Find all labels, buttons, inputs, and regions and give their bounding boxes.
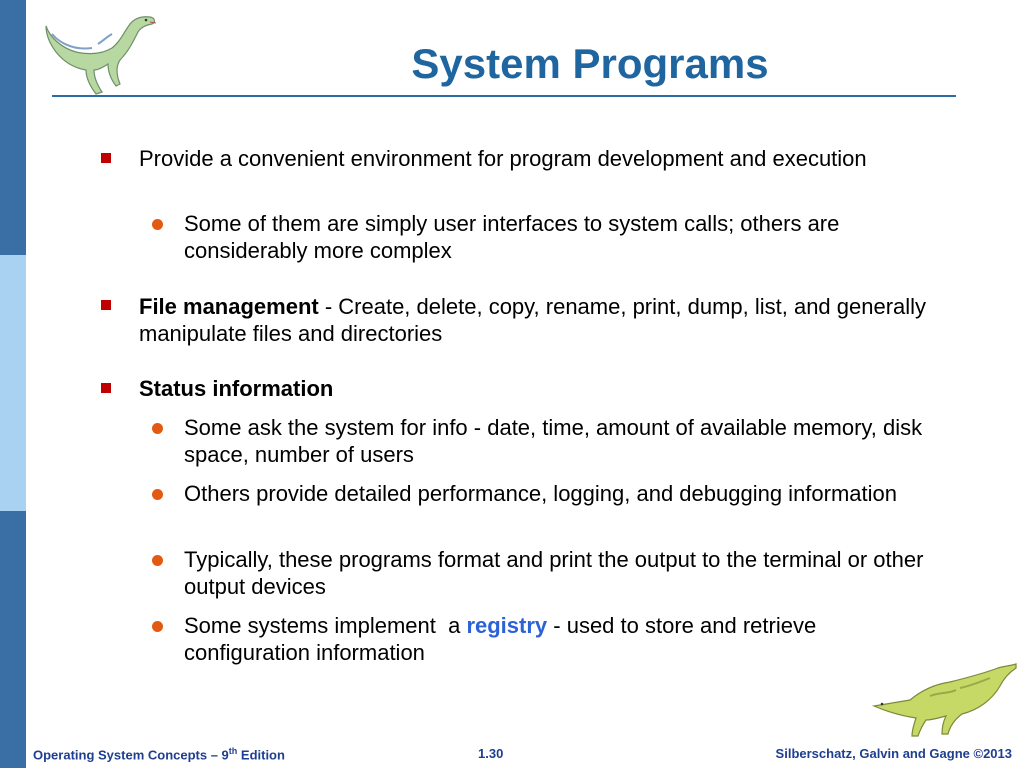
footer-edition-superscript: th <box>228 746 238 756</box>
sub-bullet-format-output: Typically, these programs format and print the output to the terminal or other output devices <box>184 547 924 599</box>
sub-bullet-registry <box>184 612 929 666</box>
footer-book-title <box>33 746 285 762</box>
round-bullet-icon <box>152 489 163 500</box>
bullet-file-management <box>139 293 929 347</box>
slide-title: System Programs <box>411 40 769 87</box>
round-bullet-icon <box>152 621 163 632</box>
registry-text-after: - used to store and retrieve configuration information <box>184 613 817 665</box>
bullet-provide-environment: Provide a convenient environment for program development and execution <box>139 146 867 171</box>
file-management-description: - Create, delete, copy, rename, print, dump, list, and generally manipulate files and directories <box>139 294 927 346</box>
slide-footer <box>0 740 1024 768</box>
sub-bullet-performance-logging: Others provide detailed performance, logging, and debugging information <box>184 481 898 506</box>
footer-slide-number: 1.30 <box>478 746 504 761</box>
sub-bullet-ask-system-info: Some ask the system for info - date, time, amount of available memory, disk space, number of users <box>184 415 923 467</box>
round-bullet-icon <box>152 423 163 434</box>
footer-authors: Silberschatz, Galvin and Gagne ©2013 <box>775 746 1012 761</box>
status-information-term: Status information <box>139 376 334 401</box>
footer-edition-text: Edition <box>237 747 285 763</box>
footer-book-title-text: Operating System Concepts – 9 <box>33 747 229 763</box>
registry-text-before: Some systems implement a <box>184 613 467 638</box>
square-bullet-icon <box>101 153 111 163</box>
registry-keyword: registry <box>466 613 548 638</box>
square-bullet-icon <box>101 300 111 310</box>
file-management-term: File management <box>139 294 319 319</box>
round-bullet-icon <box>152 555 163 566</box>
square-bullet-icon <box>101 383 111 393</box>
dinosaur-bottom-icon <box>870 660 1020 738</box>
sub-bullet-user-interfaces: Some of them are simply user interfaces to system calls; others are considerably more complex <box>184 211 840 263</box>
bullet-status-information <box>139 375 929 402</box>
round-bullet-icon <box>152 219 163 230</box>
